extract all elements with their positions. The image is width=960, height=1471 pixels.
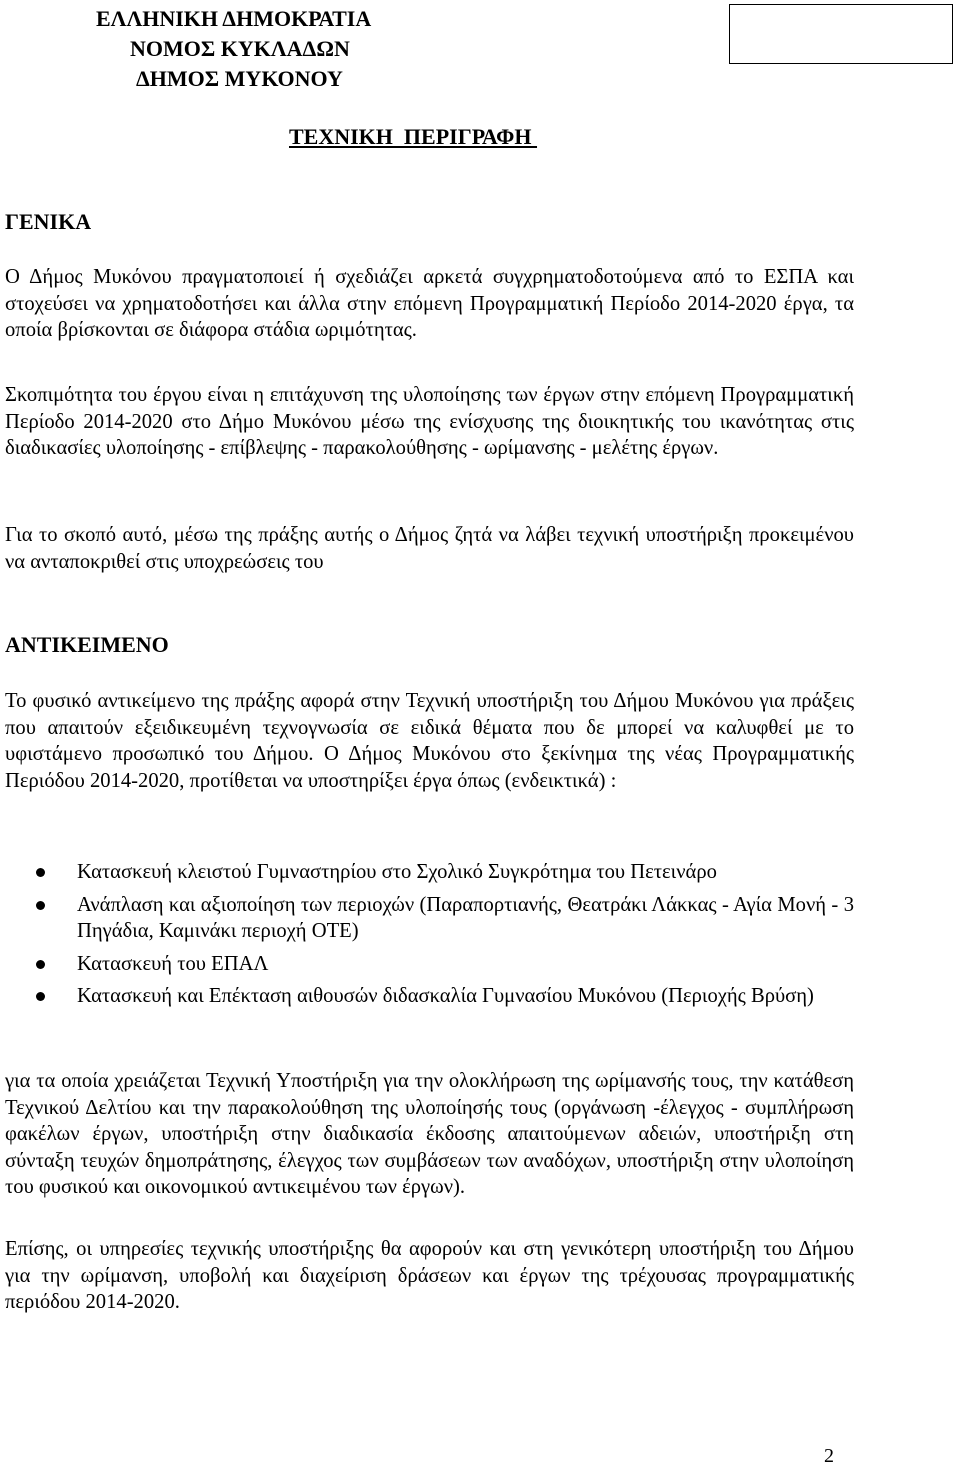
list-item bbox=[36, 892, 854, 945]
section-heading-general: ΓΕΝΙΚΑ bbox=[5, 209, 92, 234]
document-title: ΤΕΧΝΙΚΗ ΠΕΡΙΓΡΑΦΗ bbox=[289, 124, 538, 149]
bullet-icon bbox=[36, 992, 45, 1001]
general-paragraph-2: Σκοπιμότητα του έργου είναι η επιτάχυνση της υλοποίησης των έργων στην επόμενη Προγραμματική Περίοδο 2014-2020 στο Δήμο Μυκόνου μέσω της ενίσχυσης της διοικητικής του ικανότητας στις διαδικασίες υλοποίησης - επίβλεψης - παρακολούθησης - ωρίμανσης - μελέτης έργων. bbox=[5, 384, 854, 460]
protocol-stamp-box bbox=[729, 4, 953, 64]
object-paragraph-3: Επίσης, οι υπηρεσίες τεχνικής υποστήριξης θα αφορούν και στη γενικότερη υποστήριξη του Δήμου για την ωρίμανση, υποβολή και διαχείριση δράσεων και έργων της τρέχουσας προγραμματικής περιόδου 2014-2020. bbox=[5, 1238, 854, 1314]
list-item-text: Κατασκευή και Επέκταση αιθουσών διδασκαλία Γυμνασίου Μυκόνου (Περιοχής Βρύση) bbox=[77, 985, 814, 1008]
object-paragraph-2: για τα οποία χρειάζεται Τεχνική Υποστήριξη για την ολοκλήρωση της ωρίμανσής τους, την κατάθεση Τεχνικού Δελτίου και την παρακολούθηση της υλοποίησής τους (οργάνωση -έλεγχος - συμπλήρωση φακέλων έργων, υποστήριξη στην διαδικασία έκδοσης απαιτούμενων αδειών, υποστήριξη στη σύνταξη τευχών δημοπράτησης, έλεγχος των συμβάσεων των αναδόχων, υποστήριξη στην υλοποίηση του φυσικού και οικονομικού αντικειμένου των έργων). bbox=[5, 1070, 854, 1199]
list-item bbox=[36, 983, 854, 1010]
list-item bbox=[36, 859, 854, 886]
header-country: ΕΛΛΗΝΙΚΗ ΔΗΜΟΚΡΑΤΙΑ bbox=[96, 6, 372, 31]
general-paragraph-3: Για το σκοπό αυτό, μέσω της πράξης αυτής ο Δήμος ζητά να λάβει τεχνική υποστήριξη προκειμένου να ανταποκριθεί στις υποχρεώσεις του bbox=[5, 524, 854, 573]
section-heading-object: ΑΝΤΙΚΕΙΜΕΝΟ bbox=[5, 632, 169, 657]
header-municipality: ΔΗΜΟΣ ΜΥΚΟΝΟΥ bbox=[136, 66, 343, 91]
bullet-icon bbox=[36, 868, 45, 877]
bullet-icon bbox=[36, 960, 45, 969]
object-paragraph-1: Το φυσικό αντικείμενο της πράξης αφορά στην Τεχνική υποστήριξη του Δήμου Μυκόνου για πράξεις που απαιτούν εξειδικευμένη τεχνογνωσία σε ειδικά θέματα που δε μπορεί να καλυφθεί με το υφιστάμενο προσωπικό του Δήμου. Ο Δήμος Μυκόνου στο ξεκίνημα της νέας Προγραμματικής Περιόδου 2014-2020, προτίθεται να υποστηρίξει έργα όπως (ενδεικτικά) : bbox=[5, 690, 854, 792]
bullet-icon bbox=[36, 901, 45, 910]
header-prefecture: ΝΟΜΟΣ ΚΥΚΛΑΔΩΝ bbox=[130, 36, 350, 61]
list-item bbox=[36, 951, 854, 978]
list-item-text: Κατασκευή κλειστού Γυμναστηρίου στο Σχολικό Συγκρότημα του Πετεινάρο bbox=[77, 861, 717, 883]
issuer-header bbox=[96, 4, 416, 94]
general-paragraph-1: Ο Δήμος Μυκόνου πραγματοποιεί ή σχεδιάζει αρκετά συγχρηματοδοτούμενα από το ΕΣΠΑ και στοχεύσει να χρηματοδοτήσει και άλλα στην επόμενη Προγραμματική Περίοδο 2014-2020 έργα, τα οποία βρίσκονται σε διάφορα στάδια ωριμότητας. bbox=[5, 266, 854, 342]
project-bullet-list bbox=[36, 859, 854, 1016]
page-number: 2 bbox=[824, 1445, 834, 1467]
list-item-text: Κατασκευή του ΕΠΑΛ bbox=[77, 952, 269, 975]
list-item-text: Ανάπλαση και αξιοποίηση των περιοχών (Παραπορτιανής, Θεατράκι Λάκκας - Αγία Μονή - 3 Πηγάδια, Καμινάκι περιοχή ΟΤΕ) bbox=[77, 893, 854, 943]
